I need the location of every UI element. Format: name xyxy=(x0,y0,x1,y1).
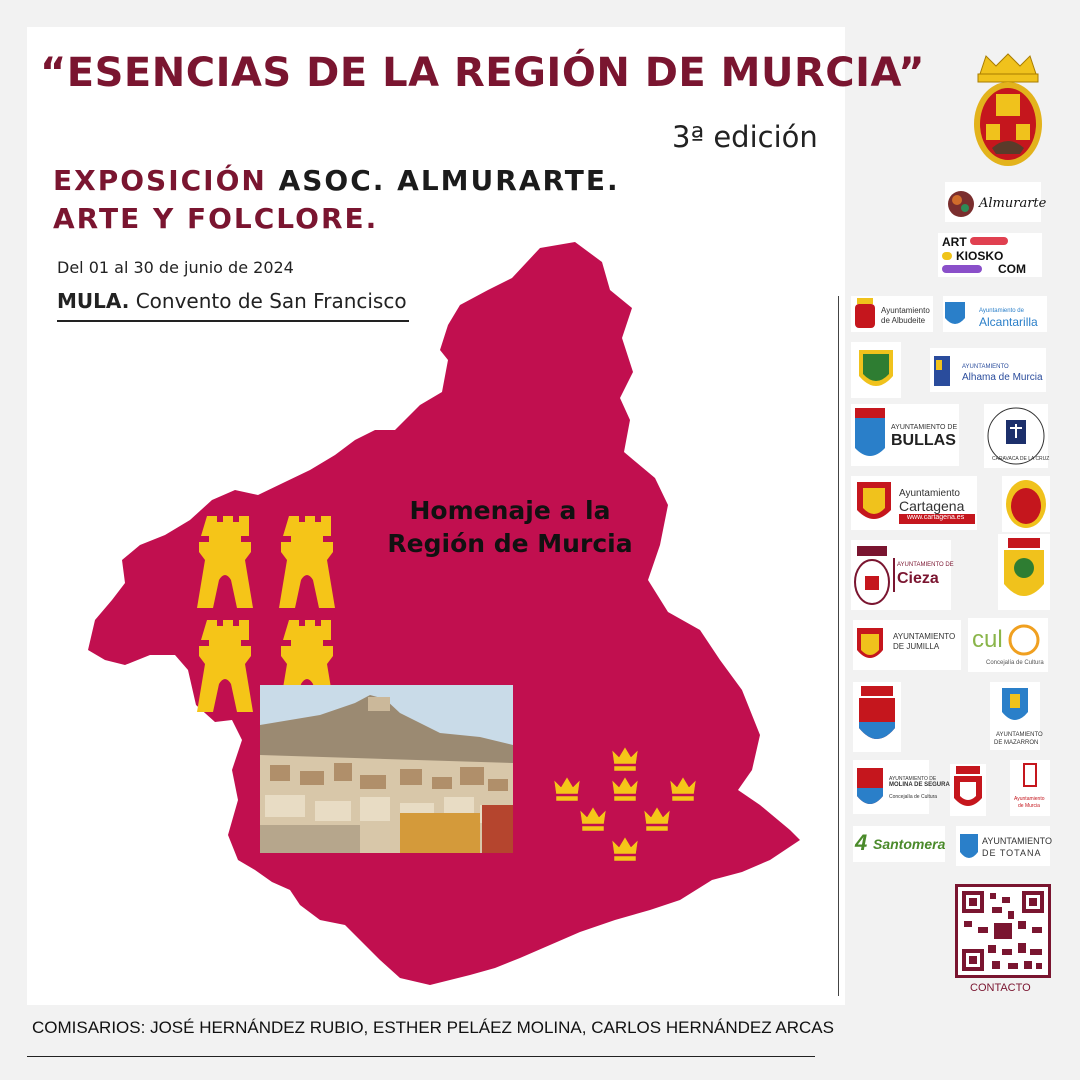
murcia-logo xyxy=(1010,760,1050,816)
exhibition-theme: ARTE Y FOLCLORE. xyxy=(53,202,379,235)
curators-credits: COMISARIOS: JOSÉ HERNÁNDEZ RUBIO, ESTHER PELÁEZ MOLINA, CARLOS HERNÁNDEZ ARCAS xyxy=(32,1018,834,1037)
artkiosko-com: COM xyxy=(998,262,1026,276)
qr-code-icon xyxy=(958,887,1048,975)
almurarte-text: Almurarte xyxy=(979,196,1047,211)
mula-coat-of-arms xyxy=(968,52,1048,170)
cartagena-text: Cartagena xyxy=(899,498,965,514)
molina-small: AYUNTAMIENTO DE xyxy=(889,776,937,782)
exposicion-label: EXPOSICIÓN xyxy=(53,164,267,197)
albudeite-text: Ayuntamiento de Albudeite xyxy=(881,306,930,325)
molina-subtitle: Concejalía de Cultura xyxy=(889,794,938,800)
almurarte-logo xyxy=(945,182,1047,222)
jumilla-logo xyxy=(853,620,961,670)
cul-text: cul xyxy=(972,626,1003,653)
bullas-text: BULLAS xyxy=(891,432,956,449)
municipal-shield-logo xyxy=(998,534,1050,610)
cartagena-small: Ayuntamiento xyxy=(899,488,960,499)
municipal-shield-logo xyxy=(853,682,901,752)
region-map-shape xyxy=(88,242,800,985)
caravaca-logo xyxy=(984,404,1048,468)
totana-small: AYUNTAMIENTO xyxy=(982,836,1053,846)
sidebar-divider xyxy=(838,296,839,996)
municipal-shield-logo xyxy=(950,764,986,816)
santomera-logo xyxy=(853,826,945,862)
cul-subtitle: Concejalía de Cultura xyxy=(986,660,1044,666)
homenaje-line-1: Homenaje a la xyxy=(409,496,611,525)
homenaje-line-2: Región de Murcia xyxy=(387,529,633,558)
artkiosko-kiosko: KIOSKO xyxy=(956,249,1004,263)
alhama-text: Alhama de Murcia xyxy=(962,372,1043,383)
mazarron-small: AYUNTAMIENTO xyxy=(996,732,1043,738)
cieza-text: Cieza xyxy=(897,570,939,587)
alhama-small: AYUNTAMIENTO xyxy=(962,364,1009,370)
exhibition-venue xyxy=(57,289,407,313)
santomera-number: 4 xyxy=(855,830,868,855)
mula-town-photo xyxy=(260,685,513,853)
totana-logo xyxy=(956,826,1053,866)
town-photo-illustration xyxy=(260,685,513,853)
exhibition-heading xyxy=(53,162,620,238)
cieza-small: AYUNTAMIENTO DE xyxy=(897,562,954,568)
artkiosko-dot xyxy=(942,252,952,260)
qr-code[interactable] xyxy=(955,884,1051,978)
artkiosko-bar xyxy=(970,237,1008,245)
bullas-small: AYUNTAMIENTO DE xyxy=(891,424,958,431)
totana-text: DE TOTANA xyxy=(982,848,1042,858)
association-name: ASOC. ALMURARTE. xyxy=(278,164,620,197)
homenaje-text xyxy=(360,494,660,560)
jumilla-small: AYUNTAMIENTO xyxy=(893,632,956,641)
artkiosko-logo xyxy=(938,233,1042,277)
exhibition-dates: Del 01 al 30 de junio de 2024 xyxy=(57,258,294,277)
caravaca-text: CARAVACA DE LA CRUZ xyxy=(992,456,1050,462)
artkiosko-art: ART xyxy=(942,235,967,249)
mazarron-logo xyxy=(990,682,1043,750)
alhama-logo xyxy=(930,348,1046,392)
alcantarilla-small: Ayuntamiento de xyxy=(979,308,1024,314)
cieza-logo xyxy=(851,540,954,610)
cul-logo xyxy=(968,618,1048,672)
molina-text: MOLINA DE SEGURA xyxy=(889,782,950,788)
alcantarilla-text: Alcantarilla xyxy=(979,315,1038,329)
exhibition-title: “ESENCIAS DE LA REGIÓN DE MURCIA” xyxy=(40,50,926,96)
cartagena-web: www.cartagena.es xyxy=(907,514,965,521)
municipal-shield-logo xyxy=(851,342,901,398)
cartagena-logo xyxy=(851,476,977,530)
venue-town: MULA. xyxy=(57,289,130,313)
jumilla-text: DE JUMILLA xyxy=(893,642,940,651)
bottom-divider xyxy=(27,1056,815,1057)
contact-label: CONTACTO xyxy=(970,982,1031,994)
murcia-text: de Murcia xyxy=(1018,803,1040,809)
murcia-small: Ayuntamiento xyxy=(1014,796,1045,802)
coat-of-arms-icon xyxy=(968,52,1048,170)
municipal-shield-logo xyxy=(1002,476,1050,532)
bullas-logo xyxy=(851,404,959,466)
albudeite-logo xyxy=(851,296,933,332)
artkiosko-bar-2 xyxy=(942,265,982,273)
alcantarilla-logo xyxy=(943,296,1047,332)
santomera-text: Santomera xyxy=(873,836,946,852)
molina-logo xyxy=(853,760,950,814)
edition-label: 3ª edición xyxy=(672,120,818,154)
mazarron-text: DE MAZARRON xyxy=(994,740,1039,746)
venue-place: Convento de San Francisco xyxy=(135,289,407,313)
divider xyxy=(57,320,409,322)
